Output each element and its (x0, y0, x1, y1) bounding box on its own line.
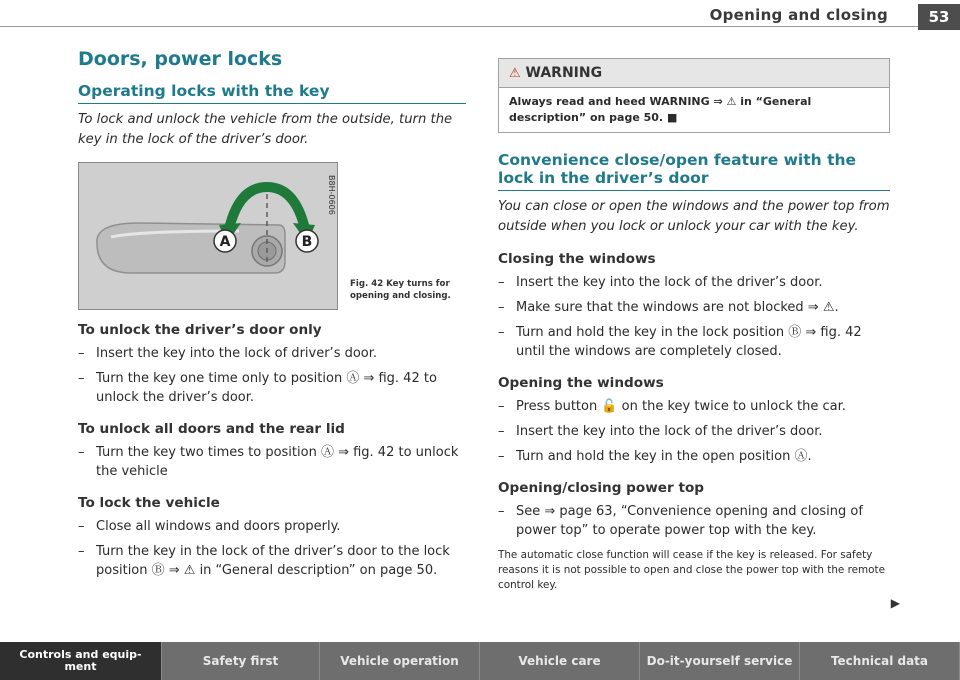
subsection-title: Closing the windows (498, 251, 656, 267)
section-heading: Convenience close/open feature with the lock in the driver’s door (498, 151, 890, 191)
tab-controls-equipment[interactable]: Controls and equip- ment (0, 642, 162, 680)
step-item: – See ⇒ page 63, “Convenience opening and closing of power top” to operate power top with the key. (498, 502, 890, 540)
step-item: – Insert the key into the lock of driver’s door. (78, 344, 466, 363)
step-item: – Turn and hold the key in the open position Ⓐ. (498, 447, 890, 466)
door-lock-figure (78, 162, 338, 310)
page-heading: Doors, power locks (78, 48, 283, 70)
subsection-title: To unlock all doors and the rear lid (78, 421, 345, 437)
section-closing-windows (498, 251, 890, 361)
subsection-title: To unlock the driver’s door only (78, 322, 322, 338)
warning-header (499, 59, 889, 88)
header-rule (0, 26, 960, 27)
position-a-label: A (219, 234, 231, 250)
section-heading: Operating locks with the key (78, 82, 466, 104)
tab-vehicle-operation[interactable]: Vehicle operation (320, 642, 480, 680)
step-item: – Turn the key one time only to position Ⓐ ⇒ fig. 42 to unlock the driver’s door. (78, 369, 466, 407)
warning-title: WARNING (525, 65, 603, 81)
figure-row (78, 162, 466, 308)
section-power-top (498, 480, 890, 540)
position-b-label: B (301, 234, 313, 250)
subsection-title: Opening the windows (498, 375, 664, 391)
step-item: – Close all windows and doors properly. (78, 517, 466, 536)
note-text: The automatic close function will cease if the key is released. For safety reasons it is not possible to open and close the power top with the remote control key. (498, 549, 885, 591)
warning-triangle-icon: ⚠ (509, 66, 521, 81)
intro-text: You can close or open the windows and the power top from outside when you lock or unlock your car with the key. (498, 199, 890, 234)
section-lock-vehicle (78, 495, 466, 580)
step-item: – Turn and hold the key in the lock position Ⓑ ⇒ fig. 42 until the windows are completely closed. (498, 323, 890, 361)
section-opening-windows (498, 375, 890, 466)
warning-box (498, 58, 890, 133)
step-item: – Insert the key into the lock of the driver’s door. (498, 273, 890, 292)
step-item: – Insert the key into the lock of the driver’s door. (498, 422, 890, 441)
tab-do-it-yourself[interactable]: Do-it-yourself service (640, 642, 800, 680)
warning-text: Always read and heed WARNING ⇒ ⚠ in “General description” on page 50. ■ (509, 95, 812, 124)
right-column (498, 58, 890, 593)
intro-text: To lock and unlock the vehicle from the outside, turn the key in the lock of the driver’s door. (78, 112, 453, 147)
step-item: – Turn the key in the lock of the driver’s door to the lock position Ⓑ ⇒ ⚠ in “General description” on page 50. (78, 542, 466, 580)
section-unlock-driver (78, 322, 466, 407)
door-handle-illustration (79, 163, 337, 309)
section-title: Opening and closing (709, 6, 888, 24)
section-unlock-all (78, 421, 466, 481)
page-number: 53 (918, 4, 960, 30)
figure-caption: Fig. 42 Key turns for opening and closing. (350, 279, 451, 301)
subsection-title: To lock the vehicle (78, 495, 220, 511)
left-column (78, 48, 466, 586)
figure-code: B8H-0606 (327, 175, 336, 215)
left-sections (78, 322, 466, 580)
step-item: – Make sure that the windows are not blocked ⇒ ⚠. (498, 298, 890, 317)
next-page-arrow-icon[interactable]: ▶ (890, 596, 900, 610)
footer-nav (0, 642, 960, 680)
step-item: – Turn the key two times to position Ⓐ ⇒ fig. 42 to unlock the vehicle (78, 443, 466, 481)
tab-vehicle-care[interactable]: Vehicle care (480, 642, 640, 680)
tab-technical-data[interactable]: Technical data (800, 642, 960, 680)
subsection-title: Opening/closing power top (498, 480, 705, 496)
tab-safety-first[interactable]: Safety first (162, 642, 320, 680)
step-item: – Press button 🔓 on the key twice to unlock the car. (498, 397, 890, 416)
